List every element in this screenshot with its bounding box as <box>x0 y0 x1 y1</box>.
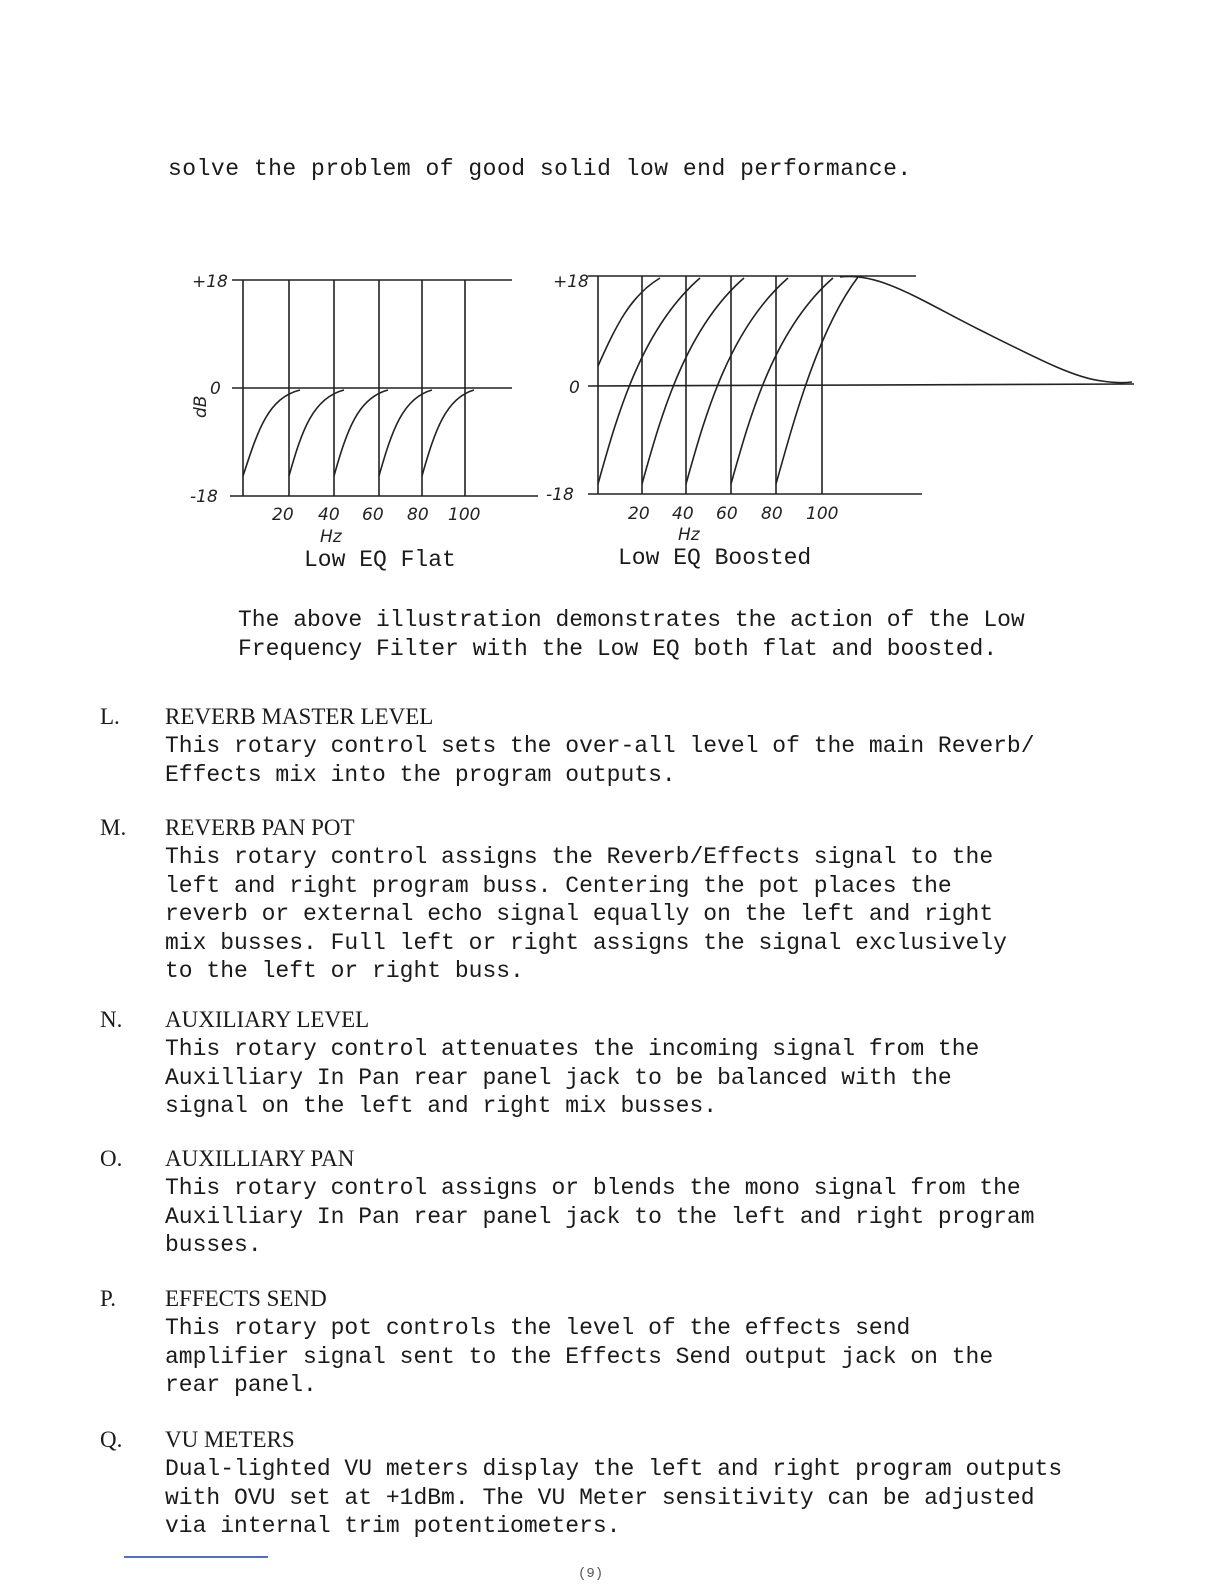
right-filter-curve <box>598 278 660 366</box>
right-x-tick: 60 <box>716 504 738 524</box>
right-filter-curve <box>686 278 788 484</box>
left-x-tick: 20 <box>272 505 294 525</box>
right-x-tick: 40 <box>672 504 694 524</box>
body-line: This rotary pot controls the level of the effects send <box>165 1315 911 1341</box>
body-line: This rotary control assigns or blends the mono signal from the <box>165 1175 1021 1201</box>
right-y-bottom-label: -18 <box>546 485 574 505</box>
intro-line: solve the problem of good solid low end performance. <box>168 156 912 182</box>
body-line: left and right program buss. Centering the pot places the <box>165 872 952 899</box>
section-heading: AUXILLIARY PAN <box>165 1146 355 1171</box>
right-y-top-label: +18 <box>553 272 589 292</box>
right-zero-rule <box>588 384 1134 386</box>
body-line: rear panel. <box>165 1372 317 1398</box>
right-chart-caption: Low EQ Boosted <box>618 545 812 571</box>
left-x-unit: Hz <box>320 527 342 547</box>
low-frequency-filter-figure <box>0 0 1224 600</box>
section-heading: EFFECTS SEND <box>165 1286 327 1311</box>
body-line: via internal trim potentiometers. <box>165 1513 621 1539</box>
left-x-tick: 60 <box>362 505 384 525</box>
right-filter-curve <box>731 278 833 484</box>
left-y-zero-label: 0 <box>210 379 221 399</box>
section-body <box>165 1174 1035 1260</box>
explanation-line: Frequency Filter with the Low EQ both flat and boosted. <box>238 636 998 662</box>
right-x-tick: 20 <box>628 504 650 524</box>
section-body <box>165 1455 1062 1541</box>
section-letter: P. <box>100 1286 116 1311</box>
footer-rule <box>124 1556 268 1558</box>
left-x-tick: 100 <box>448 505 481 525</box>
left-y-bottom-label: -18 <box>190 487 218 507</box>
section-heading: VU METERS <box>165 1427 295 1452</box>
explanation-line: The above illustration demonstrates the action of the Low <box>238 607 1025 633</box>
section-body <box>165 1035 979 1121</box>
section-heading: AUXILIARY LEVEL <box>165 1007 370 1032</box>
body-line: Effects mix into the program outputs. <box>165 761 676 788</box>
right-y-zero-label: 0 <box>569 378 580 398</box>
left-filter-curve <box>334 390 388 476</box>
body-line: to the left or right buss. <box>165 958 524 984</box>
section-body <box>165 1314 993 1400</box>
section-heading: REVERB PAN POT <box>165 815 355 840</box>
left-x-tick: 80 <box>407 505 429 525</box>
left-x-tick: 40 <box>318 505 340 525</box>
body-line: This rotary control assigns the Reverb/Effects signal to the <box>165 844 994 870</box>
left-chart-caption: Low EQ Flat <box>304 547 456 573</box>
body-line: with OVU set at +1dBm. The VU Meter sensitivity can be adjusted <box>165 1484 1035 1511</box>
right-x-tick: 80 <box>761 504 783 524</box>
right-x-unit: Hz <box>678 525 700 545</box>
figure-explanation <box>238 606 1025 664</box>
section-body <box>165 732 1035 789</box>
body-line: This rotary control sets the over-all level of the main Reverb/ <box>165 733 1035 759</box>
body-line: Auxilliary In Pan rear panel jack to be balanced with the <box>165 1064 952 1091</box>
body-line: reverb or external echo signal equally on the left and right <box>165 901 994 927</box>
right-shelf-rolloff-curve <box>840 276 1132 382</box>
body-line: signal on the left and right mix busses. <box>165 1093 718 1119</box>
body-line: Auxilliary In Pan rear panel jack to the left and right program <box>165 1203 1035 1230</box>
right-filter-curve <box>642 278 744 484</box>
left-y-top-label: +18 <box>192 272 228 292</box>
left-filter-curve <box>422 390 474 476</box>
section-letter: N. <box>100 1007 123 1032</box>
body-line: mix busses. Full left or right assigns the signal exclusively <box>165 929 1007 956</box>
right-filter-curve <box>776 277 858 484</box>
body-line: Dual-lighted VU meters display the left and right program outputs <box>165 1456 1063 1482</box>
section-body <box>165 843 1007 986</box>
page-number: (9) <box>578 1566 604 1582</box>
body-line: amplifier signal sent to the Effects Send output jack on the <box>165 1343 994 1370</box>
section-heading: REVERB MASTER LEVEL <box>165 704 434 729</box>
right-filter-curve <box>598 278 700 484</box>
section-letter: O. <box>100 1146 123 1171</box>
left-filter-curve <box>289 390 344 476</box>
left-filter-curve <box>379 390 432 476</box>
left-filter-curve <box>243 390 300 476</box>
section-letter: L. <box>100 704 120 729</box>
right-x-tick: 100 <box>806 504 839 524</box>
body-line: busses. <box>165 1232 262 1258</box>
section-letter: M. <box>100 815 127 840</box>
left-y-axis-label: dB <box>191 395 211 418</box>
body-line: This rotary control attenuates the incoming signal from the <box>165 1036 980 1062</box>
section-letter: Q. <box>100 1427 123 1452</box>
